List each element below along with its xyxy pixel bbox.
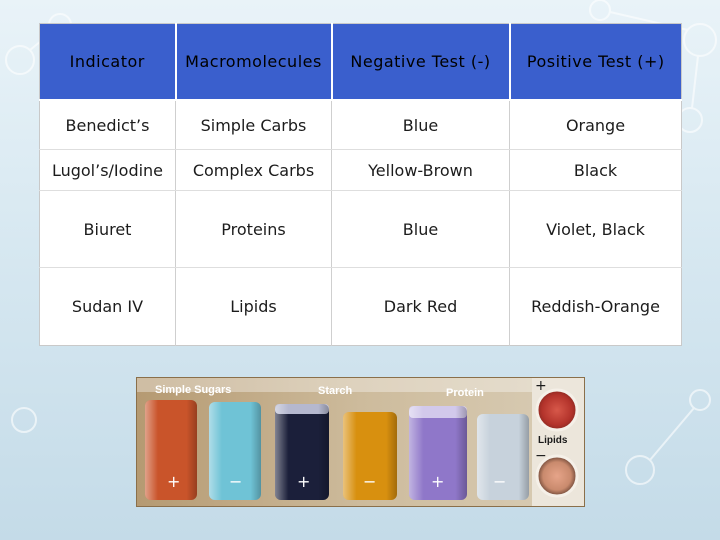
header-negative-test: Negative Test (-) [332,24,510,101]
indicator-table [39,23,682,346]
table-cell: Benedict’s [40,100,176,150]
caption-protein: Protein [446,387,484,399]
header-positive-test: Positive Test (+) [510,24,682,101]
caption-lipids: Lipids [538,435,568,446]
test-tubes-illustration [137,378,584,506]
lipid-sign: − [535,448,547,464]
table-row [40,150,682,191]
table-cell: Biuret [40,191,176,268]
table-cell: Orange [510,100,682,150]
tube-sign: − [229,472,243,491]
table-cell: Violet, Black [510,191,682,268]
tube-sign: − [493,472,507,491]
lipid-positive-dish [537,390,577,430]
table-cell: Yellow-Brown [332,150,510,191]
tube-sign: − [363,472,377,491]
test-tubes-photo [136,377,585,507]
table-cell: Proteins [176,191,332,268]
table-cell: Reddish-Orange [531,297,660,316]
table-cell: Lugol’s/Iodine [40,150,176,191]
table-cell: Simple Carbs [176,100,332,150]
table-cell: Complex Carbs [176,150,332,191]
table-cell: Blue [332,100,510,150]
tube-sign: + [167,472,181,491]
tube-sign: + [431,472,445,491]
caption-starch: Starch [318,385,353,397]
table-cell: Dark Red [332,268,510,346]
table-cell: Lipids [176,268,332,346]
table-cell: Black [510,150,682,191]
header-macromolecules: Macromolecules [176,24,332,101]
lipid-sign: + [535,378,547,394]
table-header-row [40,24,682,101]
header-indicator: Indicator [40,24,176,101]
table-row [40,100,682,150]
tube-sign: + [297,472,311,491]
table-cell: Blue [332,191,510,268]
table-cell: Sudan IV [40,268,176,346]
table-row [40,268,682,346]
caption-simple-sugars: Simple Sugars [155,384,232,396]
table-row [40,191,682,268]
